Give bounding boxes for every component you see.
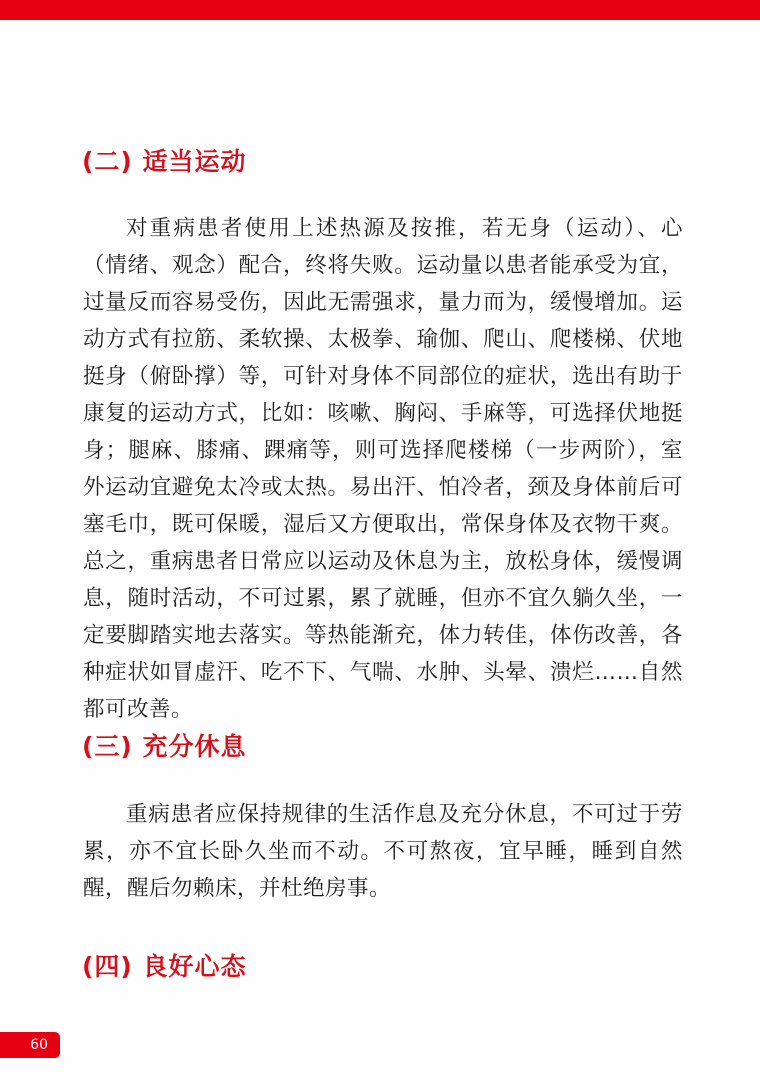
section-heading-mindset: (四) 良好心态: [82, 952, 247, 981]
page-number-badge: 60: [0, 1032, 60, 1058]
section-body-rest: 重病患者应保持规律的生活作息及充分休息，不可过于劳累，亦不宜长卧久坐而不动。不可熬夜，宜早睡，睡到自然醒，醒后勿赖床，并杜绝房事。: [83, 802, 683, 901]
section-heading-rest: (三) 充分休息: [82, 732, 247, 761]
section-heading-exercise: (二) 适当运动: [82, 147, 247, 176]
section-body-exercise: 对重病患者使用上述热源及按推，若无身（运动）、心（情绪、观念）配合，终将失败。运动量以患者能承受为宜，过量反而容易受伤，因此无需强求，量力而为，缓慢增加。运动方式有拉筋、柔软操、太极拳、瑜伽、爬山、爬楼梯、伏地挺身（俯卧撑）等，可针对身体不同部位的症状，选出有助于康复的运动方式，比如：咳嗽、胸闷、手麻等，可选择伏地挺身；腿麻、膝痛、踝痛等，则可选择爬楼梯（一步两阶），室外运动宜避免太冷或太热。易出汗、怕冷者，颈及身体前后可塞毛巾，既可保暖，湿后又方便取出，常保身体及衣物干爽。总之，重病患者日常应以运动及休息为主，放松身体，缓慢调息，随时活动，不可过累，累了就睡，但亦不宜久躺久坐，一定要脚踏实地去落实。等热能渐充，体力转佳，体伤改善，各种症状如冒虚汗、吃不下、气喘、水肿、头晕、溃烂……自然都可改善。: [83, 216, 683, 722]
top-red-bar: [0, 0, 760, 20]
